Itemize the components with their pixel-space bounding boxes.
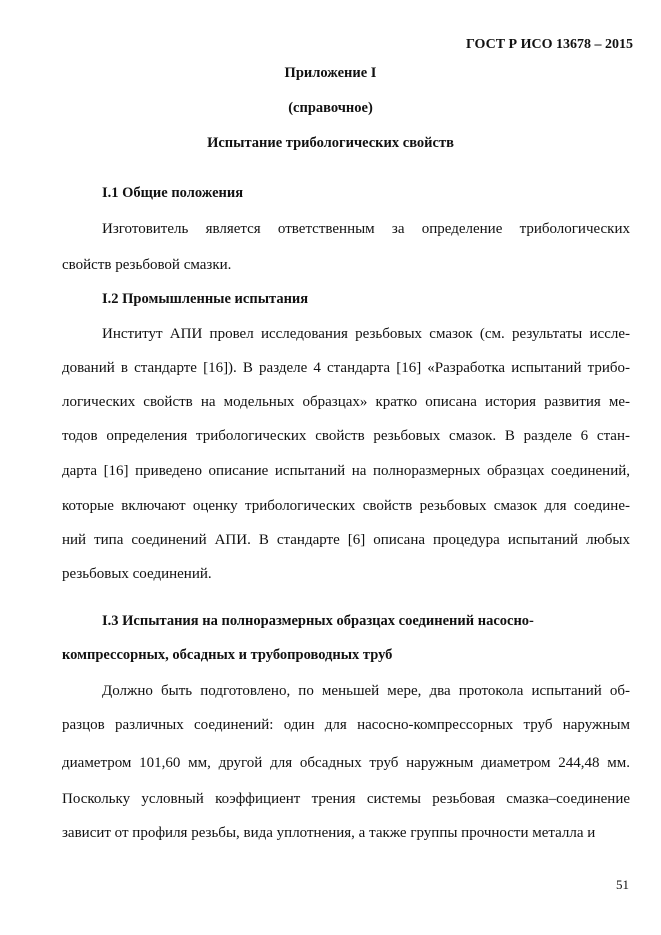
section-heading: компрессорных, обсадных и трубопроводных труб bbox=[62, 647, 393, 663]
paragraph-line: Изготовитель является ответственным за определение трибологических bbox=[102, 221, 630, 237]
annex-title: Приложение I bbox=[284, 65, 377, 81]
paragraph-line: Поскольку условный коэффициент трения системы резьбовая смазка–соединение bbox=[62, 791, 630, 807]
page-number: 51 bbox=[616, 877, 629, 892]
paragraph-line: зависит от профиля резьбы, вида уплотнения, а также группы прочности металла и bbox=[62, 825, 596, 841]
paragraph-line: Институт АПИ провел исследования резьбовых смазок (см. результаты иссле- bbox=[102, 326, 630, 342]
annex-type: (справочное) bbox=[288, 100, 373, 116]
paragraph-line: диаметром 101,60 мм, другой для обсадных труб наружным диаметром 244,48 мм. bbox=[62, 755, 630, 771]
paragraph-line: резьбовых соединений. bbox=[62, 566, 212, 582]
document-header: ГОСТ Р ИСО 13678 – 2015 bbox=[465, 37, 633, 52]
paragraph-line: логических свойств на модельных образцах» кратко описана история развития ме- bbox=[62, 394, 630, 410]
paragraph-line: дований в стандарте [16]). В разделе 4 стандарта [16] «Разработка испытаний трибо- bbox=[62, 360, 630, 376]
paragraph-line: Должно быть подготовлено, по меньшей мере, два протокола испытаний об- bbox=[102, 683, 630, 699]
paragraph-line: тодов определения трибологических свойств резьбовых смазок. В разделе 6 стан- bbox=[62, 428, 630, 444]
section-heading: I.2 Промышленные испытания bbox=[102, 291, 309, 307]
paragraph-line: разцов различных соединений: один для насосно-компрессорных труб наружным bbox=[62, 717, 630, 733]
paragraph-line: ний типа соединений АПИ. В стандарте [6] описана процедура испытаний любых bbox=[62, 532, 630, 548]
section-heading: I.1 Общие положения bbox=[102, 185, 244, 201]
annex-name: Испытание трибологических свойств bbox=[207, 135, 454, 151]
section-heading: I.3 Испытания на полноразмерных образцах соединений насосно- bbox=[102, 613, 534, 629]
paragraph-line: свойств резьбовой смазки. bbox=[62, 257, 232, 273]
paragraph-line: дарта [16] приведено описание испытаний на полноразмерных образцах соединений, bbox=[62, 463, 630, 479]
paragraph-line: которые включают оценку трибологических свойств резьбовых смазок для соедине- bbox=[62, 498, 630, 514]
